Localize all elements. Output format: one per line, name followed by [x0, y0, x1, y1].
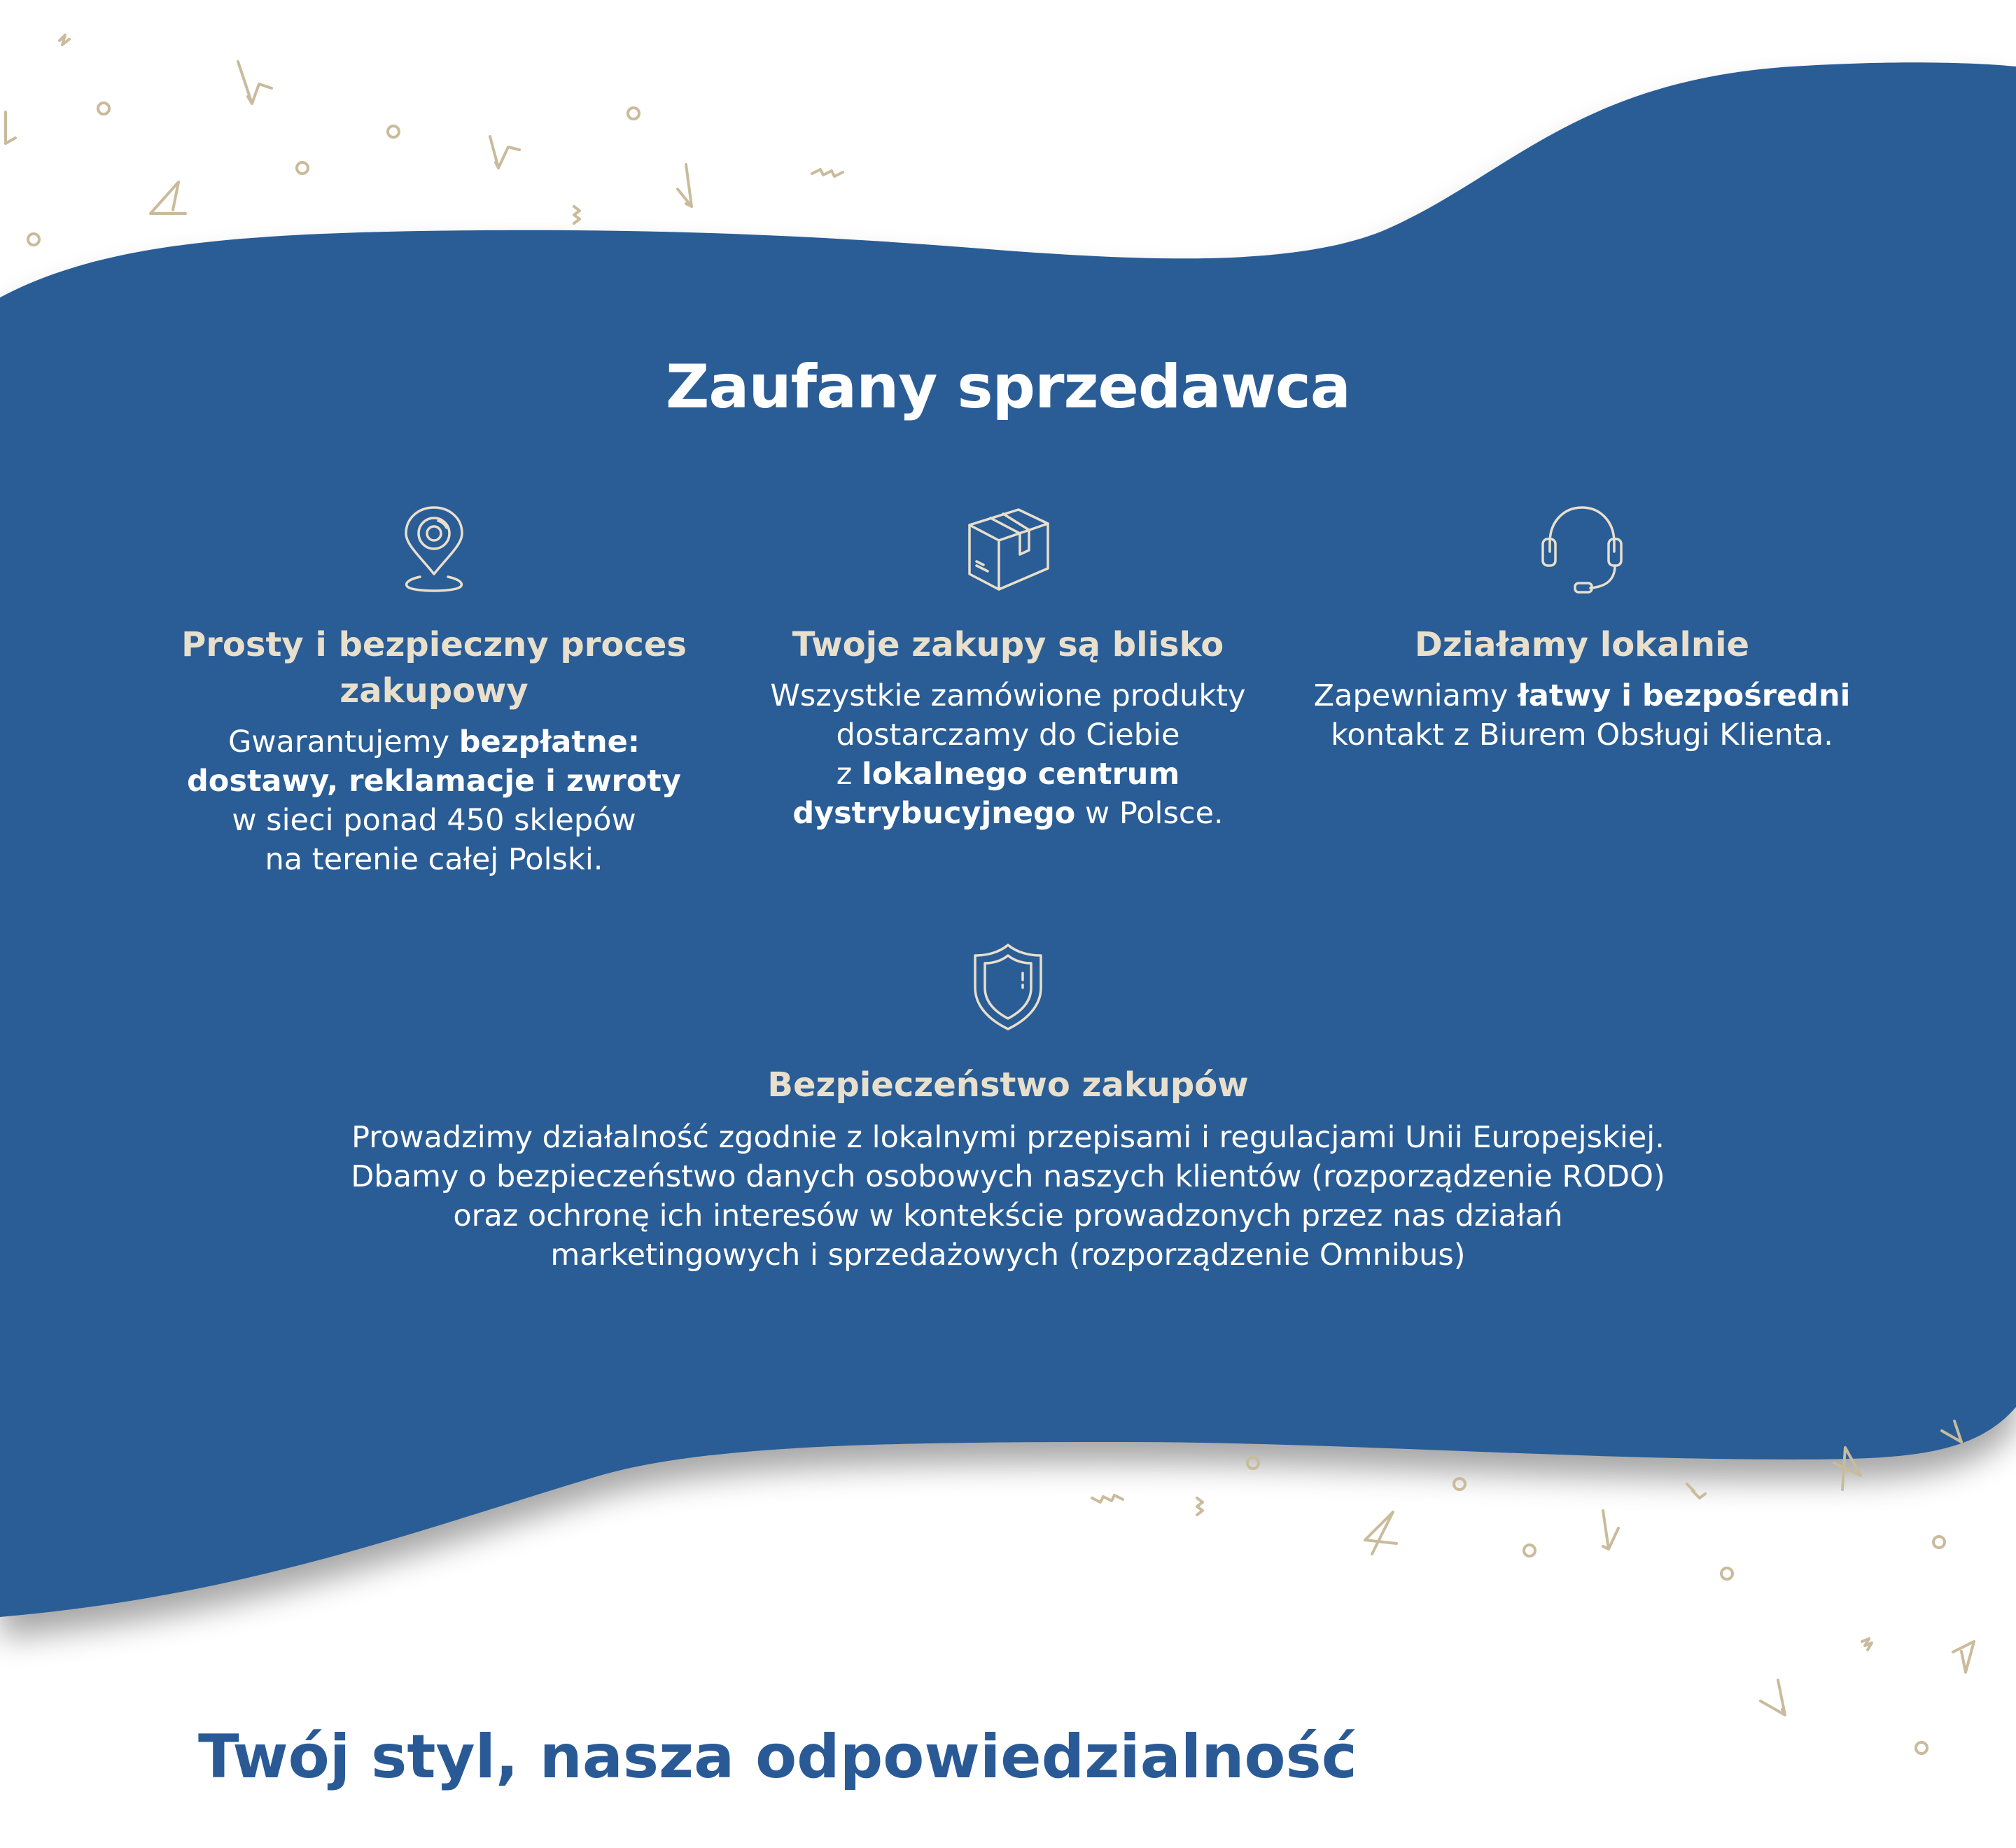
feature-simple-safe-purchase: [178, 504, 690, 879]
description-text: w Polsce.: [1075, 796, 1224, 831]
feature-local-operation: [1302, 504, 1862, 755]
headset-icon: [1540, 504, 1624, 598]
description-text: w sieci ponad 450 sklepów: [232, 803, 636, 838]
section-title: Zaufany sprzedawca: [666, 352, 1350, 422]
feature-purchases-close: [742, 504, 1274, 833]
shield-icon: [969, 941, 1046, 1032]
feature-description: [178, 722, 690, 879]
feature-description: [1302, 676, 1862, 755]
description-text: marketingowych i sprzedażowych (rozporządzenie Omnibus): [550, 1238, 1466, 1273]
bottom-section-title: Twój styl, nasza odpowiedzialność: [198, 1722, 1357, 1792]
emphasized-text: lokalnego centrum: [862, 757, 1180, 792]
description-text: na terenie całej Polski.: [265, 842, 603, 877]
feature-heading: Bezpieczeństwo zakupów: [767, 1065, 1249, 1105]
feature-purchase-security: [322, 941, 1694, 1275]
feature-heading: Prosty i bezpieczny proces zakupowy: [181, 625, 687, 710]
feature-description: [322, 1118, 1694, 1275]
emphasized-text: łatwy i bezpośredni: [1517, 678, 1851, 713]
description-text: Dbamy o bezpieczeństwo danych osobowych naszych klientów (rozporządzenie RODO): [351, 1159, 1665, 1194]
location-pin-icon: [399, 504, 469, 595]
feature-heading: Działamy lokalnie: [1414, 625, 1750, 664]
emphasized-text: dystrybucyjnego: [792, 796, 1076, 831]
description-text: Zapewniamy: [1313, 678, 1518, 713]
description-text: dostarczamy do Ciebie: [836, 718, 1180, 752]
description-text: Wszystkie zamówione produkty: [770, 678, 1246, 713]
description-text: oraz ochronę ich interesów w kontekście prowadzonych przez nas działań: [453, 1198, 1563, 1233]
package-box-icon: [962, 504, 1054, 595]
description-text: Prowadzimy działalność zgodnie z lokalnymi przepisami i regulacjami Unii Europejskiej.: [351, 1120, 1665, 1155]
feature-heading: Twoje zakupy są blisko: [792, 625, 1224, 664]
feature-description: [742, 676, 1274, 833]
emphasized-text: dostawy, reklamacje i zwroty: [187, 764, 681, 799]
description-text: z: [836, 757, 862, 792]
description-text: Gwarantujemy: [228, 724, 459, 760]
emphasized-text: bezpłatne:: [458, 724, 640, 760]
description-text: kontakt z Biurem Obsługi Klienta.: [1331, 718, 1833, 752]
